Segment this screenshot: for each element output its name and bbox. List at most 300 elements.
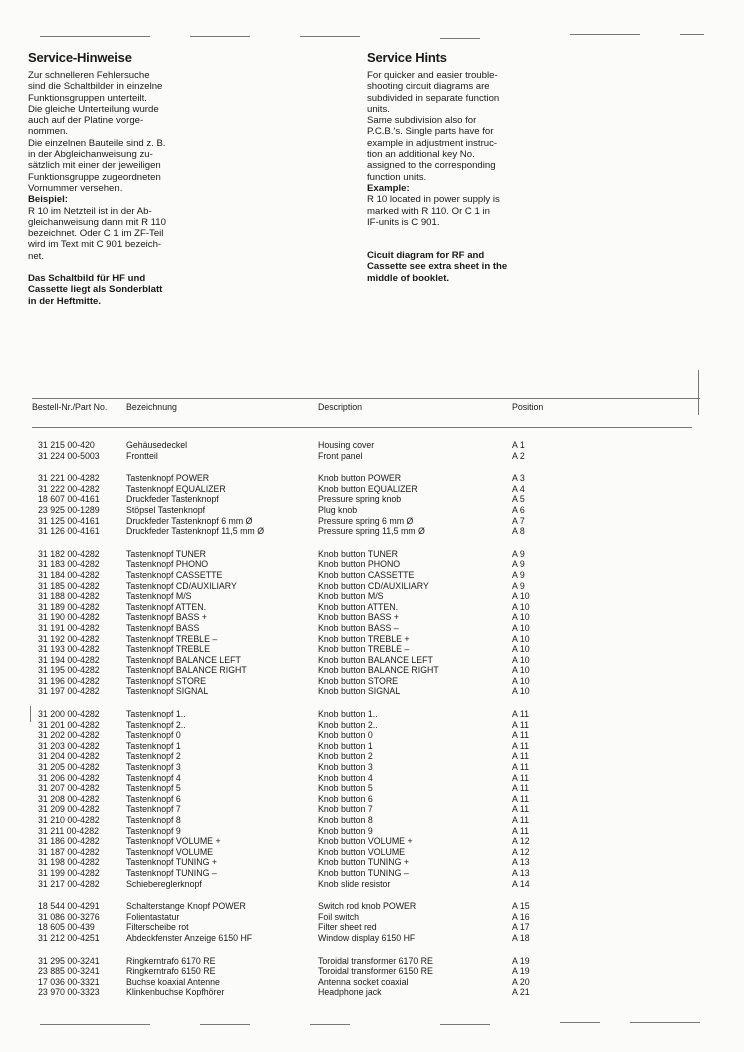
description-cell: Knob button 4 — [318, 772, 373, 783]
table-row — [32, 879, 692, 890]
table-row — [32, 762, 692, 773]
part-no-cell: 31 126 00-4161 — [38, 526, 100, 537]
position-cell: A 9 — [512, 580, 525, 591]
german-title: Service-Hinweise — [28, 50, 132, 65]
name-de-cell: Klinkenbuchse Kopfhörer — [126, 987, 225, 998]
text-line: tion an additional key No. — [367, 149, 475, 161]
description-cell: Knob button STORE — [318, 675, 399, 686]
position-cell: A 11 — [512, 793, 529, 804]
table-row — [32, 794, 692, 805]
position-cell: A 1 — [512, 440, 525, 450]
table-row — [32, 836, 692, 847]
table-row — [32, 977, 692, 988]
description-cell: Knob button 7 — [318, 804, 373, 815]
name-de-cell: Druckfeder Tastenknopf — [126, 494, 219, 505]
position-cell: A 5 — [512, 494, 525, 505]
english-note-line: Cicuit diagram for RF and — [367, 250, 485, 262]
position-cell: A 10 — [512, 654, 530, 665]
description-cell: Pressure spring knob — [318, 494, 402, 505]
name-de-cell: Druckfeder Tastenknopf 11,5 mm Ø — [126, 526, 265, 537]
description-cell: Housing cover — [318, 440, 375, 450]
name-de-cell: Tastenknopf PHONO — [126, 559, 209, 570]
description-cell: Toroidal transformer 6150 RE — [318, 966, 433, 977]
table-row — [32, 581, 692, 592]
text-line: marked with R 110. Or C 1 in — [367, 205, 490, 217]
position-cell: A 16 — [512, 911, 530, 922]
table-row — [32, 591, 692, 602]
name-de-cell: Filterscheibe rot — [126, 922, 189, 933]
name-de-cell: Tastenknopf BALANCE RIGHT — [126, 665, 247, 676]
position-cell: A 18 — [512, 932, 530, 943]
part-no-cell: 31 210 00-4282 — [38, 815, 100, 825]
table-row — [32, 570, 692, 581]
description-cell: Knob button TUNER — [318, 548, 399, 559]
part-no-cell: 31 194 00-4282 — [38, 654, 100, 665]
text-line: function units. — [367, 171, 427, 183]
group-spacer — [32, 944, 692, 956]
position-cell: A 14 — [512, 878, 530, 889]
name-de-cell: Druckfeder Tastenknopf 6 mm Ø — [126, 515, 253, 526]
text-line: Die gleiche Unterteilung wurde — [28, 103, 159, 115]
table-row — [32, 676, 692, 687]
part-no-cell: 31 208 00-4282 — [38, 793, 100, 804]
table-row — [32, 494, 692, 505]
part-no-cell: 31 193 00-4282 — [38, 644, 100, 655]
table-row — [32, 987, 692, 998]
description-cell: Knob button TUNING + — [318, 857, 410, 868]
description-cell: Knob button BASS – — [318, 622, 399, 633]
table-row — [32, 741, 692, 752]
text-line: gleichanweisung dann mit R 110 — [28, 216, 166, 228]
table-row — [32, 484, 692, 495]
group-spacer — [32, 428, 692, 441]
german-example-label: Beispiel: — [28, 194, 68, 206]
text-line: units. — [367, 103, 390, 115]
description-cell: Pressure spring 6 mm Ø — [318, 515, 414, 526]
table-row — [32, 516, 692, 527]
table-row — [32, 655, 692, 666]
text-line: sätzlich mit einer der jeweiligen — [28, 160, 161, 172]
name-de-cell: Schiebereglerknopf — [126, 878, 202, 889]
table-row — [32, 644, 692, 655]
text-line: example in adjustment instruc- — [367, 137, 498, 149]
table-row — [32, 665, 692, 676]
english-note-line: Cassette see extra sheet in the — [367, 261, 508, 273]
table-row — [32, 966, 692, 977]
part-no-cell: 18 544 00-4291 — [38, 901, 100, 912]
header-part-no: Bestell-Nr./Part No. — [32, 401, 126, 428]
text-line: Zur schnelleren Fehlersuche — [28, 70, 150, 81]
description-cell: Knob button 1 — [318, 740, 373, 751]
name-de-cell: Tastenknopf STORE — [126, 675, 207, 686]
position-cell: A 2 — [512, 450, 525, 461]
text-line: sind die Schaltbilder in einzelne — [28, 81, 163, 93]
header-description: Description — [318, 401, 512, 428]
description-cell: Front panel — [318, 450, 363, 461]
header-name-de: Bezeichnung — [126, 401, 318, 428]
name-de-cell: Tastenknopf TUNER — [126, 548, 207, 559]
position-cell: A 4 — [512, 483, 525, 494]
description-cell: Knob button M/S — [318, 591, 384, 602]
position-cell: A 13 — [512, 857, 530, 868]
english-body — [367, 70, 547, 284]
text-line: net. — [28, 250, 45, 262]
position-cell: A 8 — [512, 526, 525, 537]
position-cell: A 10 — [512, 612, 530, 623]
description-cell: Knob button TREBLE + — [318, 633, 410, 644]
position-cell: A 11 — [512, 783, 529, 794]
parts-table-body — [32, 428, 692, 998]
text-line: For quicker and easier trouble- — [367, 70, 498, 81]
part-no-cell: 31 206 00-4282 — [38, 772, 100, 783]
description-cell: Knob button VOLUME + — [318, 836, 413, 847]
part-no-cell: 31 222 00-4282 — [38, 483, 100, 494]
top-rule-6 — [680, 34, 704, 35]
name-de-cell: Tastenknopf EQUALIZER — [126, 483, 226, 494]
description-cell: Knob button 6 — [318, 793, 373, 804]
part-no-cell: 31 191 00-4282 — [38, 622, 100, 633]
description-cell: Knob button BASS + — [318, 612, 399, 623]
table-row — [32, 815, 692, 826]
description-cell: Knob button ATTEN. — [318, 601, 399, 612]
description-cell: Foil switch — [318, 911, 360, 922]
part-no-cell: 31 198 00-4282 — [38, 857, 100, 868]
parts-table — [32, 401, 692, 998]
part-no-cell: 31 201 00-4282 — [38, 719, 100, 730]
description-cell: Plug knob — [318, 504, 358, 515]
position-cell: A 9 — [512, 548, 525, 559]
text-line: Same subdivision also for — [367, 115, 477, 127]
bottom-rule-2 — [200, 1024, 250, 1025]
position-cell: A 20 — [512, 976, 530, 987]
text-line: shooting circuit diagrams are — [367, 81, 490, 93]
table-row — [32, 623, 692, 634]
name-de-cell: Tastenknopf 1 — [126, 740, 181, 751]
part-no-cell: 31 221 00-4282 — [38, 473, 100, 484]
bottom-rule-6 — [630, 1022, 700, 1023]
table-row — [32, 804, 692, 815]
description-cell: Switch rod knob POWER — [318, 901, 417, 912]
position-cell: A 11 — [512, 815, 529, 825]
part-no-cell: 31 183 00-4282 — [38, 559, 100, 570]
position-cell: A 9 — [512, 569, 525, 580]
description-cell: Knob button 8 — [318, 815, 373, 825]
position-cell: A 10 — [512, 665, 530, 676]
bottom-rule-1 — [40, 1024, 150, 1025]
name-de-cell: Ringkerntrafo 6170 RE — [126, 955, 216, 966]
description-cell: Knob button 9 — [318, 825, 373, 836]
position-cell: A 19 — [512, 966, 530, 977]
description-cell: Knob button CASSETTE — [318, 569, 415, 580]
position-cell: A 10 — [512, 633, 530, 644]
table-row — [32, 440, 692, 451]
name-de-cell: Buchse koaxial Antenne — [126, 976, 220, 987]
table-right-border — [698, 370, 699, 415]
table-row — [32, 686, 692, 697]
part-no-cell: 18 605 00-439 — [38, 922, 95, 933]
text-line: R 10 located in power supply is — [367, 194, 500, 206]
name-de-cell: Tastenknopf 9 — [126, 825, 181, 836]
name-de-cell: Tastenknopf BASS — [126, 622, 200, 633]
table-row — [32, 612, 692, 623]
position-cell: A 11 — [512, 719, 529, 730]
english-example-label: Example: — [367, 182, 410, 194]
description-cell: Knob slide resistor — [318, 878, 391, 889]
position-cell: A 17 — [512, 922, 530, 933]
table-row — [32, 912, 692, 923]
name-de-cell: Folientastatur — [126, 911, 180, 922]
bottom-rule-5 — [560, 1022, 600, 1023]
position-cell: A 10 — [512, 675, 530, 686]
part-no-cell: 31 200 00-4282 — [38, 709, 100, 720]
table-row — [32, 602, 692, 613]
description-cell: Knob button PHONO — [318, 559, 401, 570]
part-no-cell: 31 187 00-4282 — [38, 846, 100, 857]
name-de-cell: Tastenknopf 1.. — [126, 709, 186, 720]
position-cell: A 10 — [512, 644, 530, 655]
text-line: Vornummer versehen. — [28, 182, 123, 194]
description-cell: Knob button 5 — [318, 783, 373, 794]
text-line: Funktionsgruppe zugeordneten — [28, 171, 161, 183]
position-cell: A 10 — [512, 601, 530, 612]
table-row — [32, 901, 692, 912]
name-de-cell: Tastenknopf BASS + — [126, 612, 207, 623]
table-row — [32, 773, 692, 784]
description-cell: Window display 6150 HF — [318, 932, 416, 943]
table-row — [32, 559, 692, 570]
name-de-cell: Tastenknopf 2 — [126, 751, 181, 762]
text-line: assigned to the corresponding — [367, 160, 496, 172]
name-de-cell: Schalterstange Knopf POWER — [126, 901, 246, 912]
german-section — [28, 50, 208, 307]
part-no-cell: 31 224 00-5003 — [38, 450, 100, 461]
position-cell: A 6 — [512, 504, 525, 515]
part-no-cell: 31 211 00-4282 — [38, 825, 99, 836]
description-cell: Knob button 2 — [318, 751, 373, 762]
english-note-line: middle of booklet. — [367, 272, 450, 284]
part-no-cell: 18 607 00-4161 — [38, 494, 100, 505]
text-line: subdivided in separate function — [367, 92, 500, 104]
table-row — [32, 473, 692, 484]
position-cell: A 15 — [512, 901, 530, 912]
name-de-cell: Tastenknopf TREBLE – — [126, 633, 218, 644]
name-de-cell: Tastenknopf TUNING – — [126, 867, 217, 878]
part-no-cell: 17 036 00-3321 — [38, 976, 100, 987]
name-de-cell: Gehäusedeckel — [126, 440, 188, 450]
description-cell: Headphone jack — [318, 987, 382, 998]
name-de-cell: Tastenknopf 4 — [126, 772, 181, 783]
description-cell: Antenna socket coaxial — [318, 976, 409, 987]
text-line: IF-units is C 901. — [367, 216, 440, 228]
table-row — [32, 868, 692, 879]
text-line: P.C.B.'s. Single parts have for — [367, 126, 494, 138]
position-cell: A 11 — [512, 772, 529, 783]
part-no-cell: 31 204 00-4282 — [38, 751, 100, 762]
description-cell: Knob button 0 — [318, 730, 373, 741]
position-cell: A 3 — [512, 473, 525, 484]
top-rule-2 — [190, 36, 250, 37]
table-row — [32, 847, 692, 858]
text-line: auch auf der Platine vorge- — [28, 115, 144, 127]
description-cell: Pressure spring 11,5 mm Ø — [318, 526, 425, 537]
part-no-cell: 31 186 00-4282 — [38, 836, 100, 847]
part-no-cell: 31 190 00-4282 — [38, 612, 100, 623]
table-row — [32, 956, 692, 967]
top-rule-4 — [440, 38, 480, 39]
description-cell: Filter sheet red — [318, 922, 377, 933]
table-row — [32, 922, 692, 933]
name-de-cell: Tastenknopf 0 — [126, 730, 181, 741]
name-de-cell: Tastenknopf VOLUME — [126, 846, 214, 857]
part-no-cell: 31 295 00-3241 — [38, 955, 100, 966]
position-cell: A 13 — [512, 867, 530, 878]
part-no-cell: 31 207 00-4282 — [38, 783, 100, 794]
part-no-cell: 23 885 00-3241 — [38, 966, 100, 977]
german-note-line: Cassette liegt als Sonderblatt — [28, 284, 163, 296]
text-line: Die einzelnen Bauteile sind z. B. — [28, 137, 166, 149]
part-no-cell: 31 184 00-4282 — [38, 569, 100, 580]
position-cell: A 10 — [512, 686, 530, 697]
name-de-cell: Tastenknopf POWER — [126, 473, 210, 484]
part-no-cell: 31 188 00-4282 — [38, 591, 100, 602]
part-no-cell: 31 195 00-4282 — [38, 665, 100, 676]
position-cell: A 11 — [512, 740, 529, 751]
position-cell: A 11 — [512, 730, 529, 741]
name-de-cell: Tastenknopf TREBLE — [126, 644, 210, 655]
name-de-cell: Tastenknopf SIGNAL — [126, 686, 209, 697]
bottom-rule-4 — [440, 1024, 490, 1025]
table-row — [32, 549, 692, 560]
name-de-cell: Tastenknopf M/S — [126, 591, 192, 602]
table-header-row — [32, 401, 692, 428]
description-cell: Knob button 2.. — [318, 719, 378, 730]
part-no-cell: 31 217 00-4282 — [38, 878, 100, 889]
name-de-cell: Tastenknopf TUNING + — [126, 857, 218, 868]
name-de-cell: Tastenknopf 8 — [126, 815, 181, 825]
text-line: in der Abgleichanweisung zu- — [28, 149, 153, 161]
position-cell: A 9 — [512, 559, 525, 570]
english-section — [367, 50, 547, 284]
part-no-cell: 23 925 00-1289 — [38, 504, 100, 515]
german-body — [28, 70, 208, 307]
description-cell: Knob button TUNING – — [318, 867, 409, 878]
top-rule-5 — [570, 34, 640, 35]
header-position: Position — [512, 401, 692, 428]
table-row — [32, 634, 692, 645]
part-no-cell: 31 189 00-4282 — [38, 601, 100, 612]
name-de-cell: Tastenknopf CASSETTE — [126, 569, 223, 580]
position-cell: A 21 — [512, 987, 530, 998]
name-de-cell: Ringkerntrafo 6150 RE — [126, 966, 216, 977]
position-cell: A 12 — [512, 836, 530, 847]
table-top-rule — [32, 398, 700, 399]
position-cell: A 11 — [512, 825, 529, 836]
description-cell: Knob button EQUALIZER — [318, 483, 418, 494]
position-cell: A 12 — [512, 846, 530, 857]
position-cell: A 11 — [512, 804, 529, 815]
part-no-cell: 31 125 00-4161 — [38, 515, 100, 526]
part-no-cell: 31 182 00-4282 — [38, 548, 100, 559]
name-de-cell: Frontteil — [126, 450, 158, 461]
text-line: Funktionsgruppen unterteilt. — [28, 92, 147, 104]
group-spacer — [32, 697, 692, 709]
name-de-cell: Tastenknopf 3 — [126, 762, 181, 773]
table-row — [32, 526, 692, 537]
group-spacer — [32, 889, 692, 901]
part-no-cell: 31 203 00-4282 — [38, 740, 100, 751]
description-cell: Knob button CD/AUXILIARY — [318, 580, 429, 591]
position-cell: A 19 — [512, 955, 530, 966]
part-no-cell: 31 196 00-4282 — [38, 675, 100, 686]
description-cell: Knob button 1.. — [318, 709, 378, 720]
part-no-cell: 31 197 00-4282 — [38, 686, 100, 697]
text-line: bezeichnet. Oder C 1 im ZF-Teil — [28, 228, 164, 240]
description-cell: Knob button POWER — [318, 473, 402, 484]
name-de-cell: Tastenknopf ATTEN. — [126, 601, 207, 612]
name-de-cell: Stöpsel Tastenknopf — [126, 504, 206, 515]
group-spacer — [32, 537, 692, 549]
name-de-cell: Tastenknopf VOLUME + — [126, 836, 221, 847]
table-row — [32, 451, 692, 462]
table-row — [32, 730, 692, 741]
table-row — [32, 933, 692, 944]
table-row — [32, 505, 692, 516]
description-cell: Knob button SIGNAL — [318, 686, 401, 697]
german-note-line: in der Heftmitte. — [28, 295, 102, 307]
bottom-rule-3 — [310, 1024, 350, 1025]
english-title: Service Hints — [367, 50, 447, 65]
table-row — [32, 751, 692, 762]
table-row — [32, 783, 692, 794]
part-no-cell: 31 205 00-4282 — [38, 762, 100, 773]
german-note-line: Das Schaltbild für HF und — [28, 273, 146, 285]
text-line: wird im Text mit C 901 bezeich- — [28, 239, 162, 251]
position-cell: A 11 — [512, 751, 529, 762]
part-no-cell: 31 086 00-3276 — [38, 911, 100, 922]
table-row — [32, 857, 692, 868]
part-no-cell: 31 202 00-4282 — [38, 730, 100, 741]
part-no-cell: 31 209 00-4282 — [38, 804, 100, 815]
part-no-cell: 31 192 00-4282 — [38, 633, 100, 644]
part-no-cell: 31 185 00-4282 — [38, 580, 100, 591]
name-de-cell: Tastenknopf CD/AUXILIARY — [126, 580, 237, 591]
position-cell: A 10 — [512, 591, 530, 602]
text-line: R 10 im Netzteil ist in der Ab- — [28, 205, 152, 217]
description-cell: Toroidal transformer 6170 RE — [318, 955, 433, 966]
group-spacer — [32, 461, 692, 473]
name-de-cell: Abdeckfenster Anzeige 6150 HF — [126, 932, 253, 943]
description-cell: Knob button VOLUME — [318, 846, 406, 857]
table-row — [32, 720, 692, 731]
position-cell: A 11 — [512, 709, 529, 720]
name-de-cell: Tastenknopf 6 — [126, 793, 181, 804]
top-rule-3 — [300, 36, 360, 37]
part-no-cell: 23 970 00-3323 — [38, 987, 100, 998]
description-cell: Knob button BALANCE RIGHT — [318, 665, 439, 676]
name-de-cell: Tastenknopf 2.. — [126, 719, 186, 730]
part-no-cell: 31 215 00-420 — [38, 440, 95, 450]
description-cell: Knob button 3 — [318, 762, 373, 773]
position-cell: A 11 — [512, 762, 529, 773]
part-no-cell: 31 212 00-4251 — [38, 932, 100, 943]
part-no-cell: 31 199 00-4282 — [38, 867, 100, 878]
table-row — [32, 709, 692, 720]
name-de-cell: Tastenknopf BALANCE LEFT — [126, 654, 241, 665]
name-de-cell: Tastenknopf 7 — [126, 804, 181, 815]
position-cell: A 7 — [512, 515, 525, 526]
name-de-cell: Tastenknopf 5 — [126, 783, 181, 794]
description-cell: Knob button BALANCE LEFT — [318, 654, 433, 665]
